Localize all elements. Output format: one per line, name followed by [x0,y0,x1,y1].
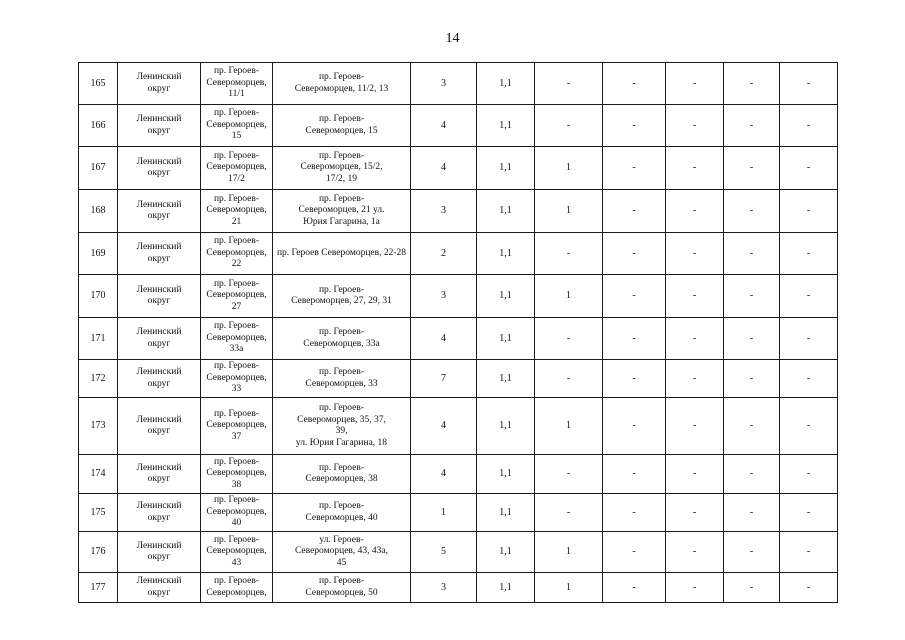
value-cell: 1,1 [477,360,535,398]
column-10-cell: - [724,105,780,147]
column-11-cell: - [780,455,838,494]
district-cell: Ленинский округ [118,147,201,190]
value-cell: 1,1 [477,275,535,318]
column-8-cell: - [603,190,666,233]
column-8-cell: - [603,105,666,147]
row-number-cell: 167 [79,147,118,190]
column-9-cell: - [666,105,724,147]
count-cell: 2 [411,233,477,275]
table-row [79,455,838,494]
column-9-cell: - [666,455,724,494]
value-cell: 1,1 [477,147,535,190]
column-7-cell: 1 [535,532,603,573]
street-cell: пр. Героев- Североморцев, 37 [201,398,273,455]
column-10-cell: - [724,494,780,532]
district-cell: Ленинский округ [118,318,201,360]
column-10-cell: - [724,455,780,494]
column-7-cell: - [535,105,603,147]
column-9-cell: - [666,147,724,190]
column-8-cell: - [603,360,666,398]
served-addresses-cell: пр. Героев- Североморцев, 11/2, 13 [273,63,411,105]
table-row [79,105,838,147]
district-cell: Ленинский округ [118,573,201,603]
value-cell: 1,1 [477,573,535,603]
served-addresses-cell: пр. Героев- Североморцев, 33а [273,318,411,360]
row-number-cell: 169 [79,233,118,275]
column-11-cell: - [780,147,838,190]
column-7-cell: 1 [535,398,603,455]
row-number-cell: 168 [79,190,118,233]
count-cell: 1 [411,494,477,532]
column-10-cell: - [724,190,780,233]
district-cell: Ленинский округ [118,398,201,455]
column-11-cell: - [780,233,838,275]
column-11-cell: - [780,275,838,318]
street-cell: пр. Героев- Североморцев, 38 [201,455,273,494]
column-8-cell: - [603,147,666,190]
street-cell: пр. Героев- Североморцев, 40 [201,494,273,532]
column-11-cell: - [780,494,838,532]
street-cell: пр. Героев- Североморцев, 17/2 [201,147,273,190]
count-cell: 4 [411,318,477,360]
column-8-cell: - [603,233,666,275]
column-11-cell: - [780,63,838,105]
column-9-cell: - [666,275,724,318]
column-7-cell: - [535,455,603,494]
table-row [79,318,838,360]
row-number-cell: 172 [79,360,118,398]
table-row [79,360,838,398]
value-cell: 1,1 [477,105,535,147]
row-number-cell: 165 [79,63,118,105]
row-number-cell: 166 [79,105,118,147]
column-10-cell: - [724,360,780,398]
street-cell: пр. Героев- Североморцев, 43 [201,532,273,573]
column-8-cell: - [603,573,666,603]
value-cell: 1,1 [477,190,535,233]
table-row [79,398,838,455]
address-table [78,62,838,603]
count-cell: 3 [411,275,477,318]
count-cell: 4 [411,147,477,190]
column-8-cell: - [603,532,666,573]
column-11-cell: - [780,190,838,233]
row-number-cell: 170 [79,275,118,318]
column-11-cell: - [780,318,838,360]
column-10-cell: - [724,275,780,318]
table-row [79,233,838,275]
value-cell: 1,1 [477,233,535,275]
page-number: 14 [445,31,460,46]
column-7-cell: - [535,63,603,105]
district-cell: Ленинский округ [118,190,201,233]
district-cell: Ленинский округ [118,455,201,494]
count-cell: 4 [411,455,477,494]
column-9-cell: - [666,63,724,105]
table-row [79,63,838,105]
row-number-cell: 176 [79,532,118,573]
row-number-cell: 177 [79,573,118,603]
value-cell: 1,1 [477,63,535,105]
column-11-cell: - [780,532,838,573]
value-cell: 1,1 [477,318,535,360]
district-cell: Ленинский округ [118,532,201,573]
column-8-cell: - [603,275,666,318]
column-9-cell: - [666,494,724,532]
table-row [79,494,838,532]
column-10-cell: - [724,233,780,275]
count-cell: 7 [411,360,477,398]
row-number-cell: 174 [79,455,118,494]
count-cell: 3 [411,573,477,603]
column-11-cell: - [780,573,838,603]
value-cell: 1,1 [477,532,535,573]
street-cell: пр. Героев- Североморцев, 33а [201,318,273,360]
served-addresses-cell: пр. Героев- Североморцев, 40 [273,494,411,532]
served-addresses-cell: пр. Героев- Североморцев, 27, 29, 31 [273,275,411,318]
street-cell: пр. Героев- Североморцев, 27 [201,275,273,318]
column-7-cell: - [535,318,603,360]
column-7-cell: 1 [535,275,603,318]
table-row [79,275,838,318]
column-10-cell: - [724,63,780,105]
district-cell: Ленинский округ [118,105,201,147]
street-cell: пр. Героев- Североморцев, 21 [201,190,273,233]
count-cell: 4 [411,105,477,147]
column-9-cell: - [666,360,724,398]
table-row [79,573,838,603]
value-cell: 1,1 [477,455,535,494]
column-7-cell: - [535,494,603,532]
district-cell: Ленинский округ [118,275,201,318]
column-8-cell: - [603,63,666,105]
column-10-cell: - [724,398,780,455]
served-addresses-cell: пр. Героев- Североморцев, 33 [273,360,411,398]
served-addresses-cell: пр. Героев- Североморцев, 15 [273,105,411,147]
street-cell: пр. Героев- Североморцев, 33 [201,360,273,398]
street-cell: пр. Героев- Североморцев, 11/1 [201,63,273,105]
table-body [79,63,838,603]
column-11-cell: - [780,398,838,455]
served-addresses-cell: пр. Героев- Североморцев, 50 [273,573,411,603]
column-7-cell: 1 [535,190,603,233]
column-8-cell: - [603,494,666,532]
column-11-cell: - [780,105,838,147]
served-addresses-cell: пр. Героев- Североморцев, 21 ул. Юрия Гагарина, 1а [273,190,411,233]
column-11-cell: - [780,360,838,398]
column-10-cell: - [724,573,780,603]
count-cell: 5 [411,532,477,573]
district-cell: Ленинский округ [118,233,201,275]
column-7-cell: 1 [535,147,603,190]
street-cell: пр. Героев- Североморцев, 15 [201,105,273,147]
district-cell: Ленинский округ [118,360,201,398]
street-cell: пр. Героев- Североморцев, 22 [201,233,273,275]
served-addresses-cell: ул. Героев- Североморцев, 43, 43а, 45 [273,532,411,573]
column-9-cell: - [666,398,724,455]
column-10-cell: - [724,147,780,190]
column-7-cell: - [535,360,603,398]
value-cell: 1,1 [477,494,535,532]
served-addresses-cell: пр. Героев Североморцев, 22-28 [273,233,411,275]
count-cell: 3 [411,190,477,233]
count-cell: 4 [411,398,477,455]
column-10-cell: - [724,532,780,573]
value-cell: 1,1 [477,398,535,455]
street-cell: пр. Героев- Североморцев, [201,573,273,603]
row-number-cell: 173 [79,398,118,455]
column-9-cell: - [666,190,724,233]
row-number-cell: 175 [79,494,118,532]
column-8-cell: - [603,455,666,494]
column-7-cell: - [535,233,603,275]
column-7-cell: 1 [535,573,603,603]
table-row [79,147,838,190]
row-number-cell: 171 [79,318,118,360]
column-9-cell: - [666,318,724,360]
served-addresses-cell: пр. Героев- Североморцев, 35, 37, 39, ул. Юрия Гагарина, 18 [273,398,411,455]
column-9-cell: - [666,233,724,275]
table-row [79,532,838,573]
count-cell: 3 [411,63,477,105]
column-10-cell: - [724,318,780,360]
column-9-cell: - [666,532,724,573]
district-cell: Ленинский округ [118,63,201,105]
served-addresses-cell: пр. Героев- Североморцев, 38 [273,455,411,494]
column-8-cell: - [603,398,666,455]
district-cell: Ленинский округ [118,494,201,532]
column-9-cell: - [666,573,724,603]
column-8-cell: - [603,318,666,360]
table-row [79,190,838,233]
served-addresses-cell: пр. Героев- Североморцев, 15/2, 17/2, 19 [273,147,411,190]
